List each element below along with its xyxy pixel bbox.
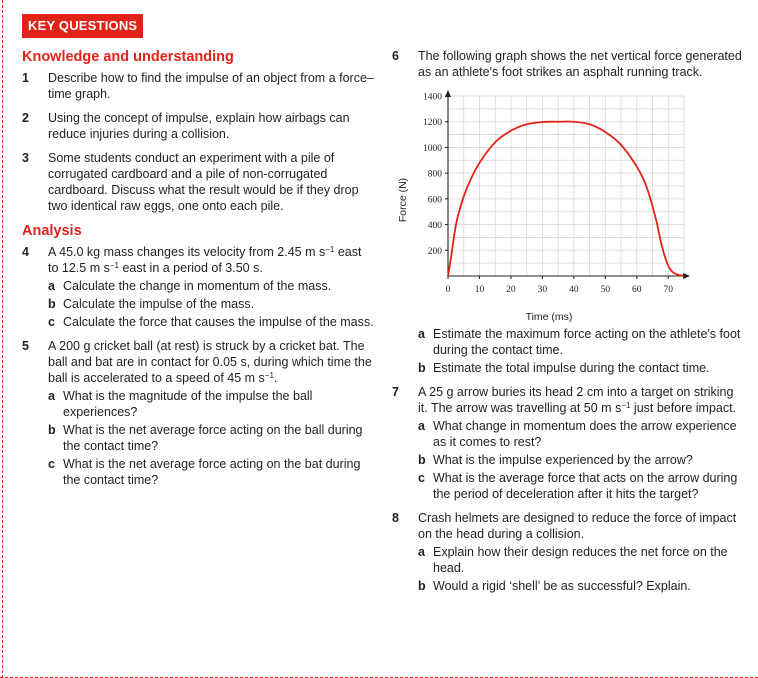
y-tick-label: 200 (427, 246, 442, 257)
question-6-parts (392, 326, 742, 376)
question-number: 8 (392, 511, 399, 525)
sub-question-text: Calculate the force that causes the impulse of the mass. (63, 315, 374, 329)
question-number: 6 (392, 49, 399, 63)
question-text: Using the concept of impulse, explain how airbags can reduce injuries during a collision. (48, 111, 350, 141)
sub-question-text: Estimate the total impulse during the contact time. (433, 361, 710, 375)
force-time-chart-svg (392, 88, 692, 324)
question-1 (22, 70, 374, 102)
sub-question-letter: a (418, 545, 425, 559)
question-8 (392, 510, 742, 594)
section-heading-knowledge: Knowledge and understanding (22, 49, 234, 65)
question-text: Describe how to find the impulse of an object from a force–time graph. (48, 71, 374, 101)
superscript: −1 (621, 401, 631, 410)
question-text: Crash helmets are designed to reduce the force of impact on the head during a collision. (418, 511, 737, 541)
sub-question-b (418, 360, 742, 376)
sub-question-letter: b (48, 297, 56, 311)
question-number: 1 (22, 71, 29, 85)
question-7 (392, 384, 742, 502)
question-text-part: east in a period of 3.50 s. (118, 261, 263, 275)
question-text: The following graph shows the net vertical force generated as an athlete's foot strikes an asphalt running track. (418, 49, 742, 79)
x-tick-label: 20 (506, 285, 516, 295)
sub-question-a (48, 388, 374, 420)
right-column (392, 48, 742, 602)
question-text-part: A 200 g cricket ball (at rest) is struck by a cricket bat. The ball and bat are in contact for 0.05 s, during which time the ball is accelerated to a speed of 45 m s (48, 339, 372, 385)
x-tick-label: 50 (600, 285, 611, 295)
x-tick-label: 30 (537, 285, 548, 295)
sub-question-text: What is the net average force acting on the ball during the contact time? (63, 423, 363, 453)
sub-question-letter: b (418, 361, 426, 375)
x-axis-arrowhead (683, 273, 690, 279)
sub-question-a (418, 544, 742, 576)
question-number: 7 (392, 385, 399, 399)
superscript: −1 (264, 371, 274, 380)
question-number: 3 (22, 151, 29, 165)
y-tick-label: 1200 (423, 118, 442, 129)
sub-question-letter: b (418, 453, 426, 467)
sub-question-letter: b (418, 579, 426, 593)
sub-question-b (418, 578, 742, 594)
sub-question-text: Calculate the change in momentum of the mass. (63, 279, 332, 293)
sub-question-text: Calculate the impulse of the mass. (63, 297, 255, 311)
sub-question-b (418, 452, 742, 468)
sub-question-text: What is the magnitude of the impulse the ball experiences? (63, 389, 313, 419)
superscript: −1 (325, 245, 335, 254)
section-heading-analysis: Analysis (22, 223, 82, 239)
y-axis-label: Force (N) (397, 177, 409, 223)
left-column (22, 48, 374, 496)
sub-question-c (48, 314, 374, 330)
sub-question-letter: c (48, 315, 55, 329)
sub-question-text: Would a rigid ‘shell’ be as successful? Explain. (433, 579, 691, 593)
sub-question-c (48, 456, 374, 488)
question-2 (22, 110, 374, 142)
question-number: 5 (22, 339, 29, 353)
y-tick-label: 400 (427, 221, 442, 232)
x-axis-label: Time (ms) (525, 311, 573, 323)
superscript: −1 (109, 261, 119, 270)
sub-question-text: Explain how their design reduces the net force on the head. (433, 545, 728, 575)
question-text-part: A 25 g arrow buries its head 2 cm into a target on striking it. The arrow was travelling at 50 m s (418, 385, 734, 415)
sub-question-letter: c (418, 471, 425, 485)
sub-question-letter: a (418, 327, 425, 341)
sub-question-letter: c (48, 457, 55, 471)
sub-question-letter: a (48, 279, 55, 293)
sub-question-a (48, 278, 374, 294)
question-text-part: east to 12.5 m s (48, 245, 362, 275)
question-text-part: . (273, 371, 278, 385)
sub-question-c (418, 470, 742, 502)
question-5 (22, 338, 374, 488)
sub-question-text: What is the net average force acting on the bat during the contact time? (63, 457, 361, 487)
question-text-part: A 45.0 kg mass changes its velocity from 2.45 m s (48, 245, 326, 259)
sub-question-letter: a (48, 389, 55, 403)
sub-question-b (48, 296, 374, 312)
question-3 (22, 150, 374, 214)
sub-question-a (418, 326, 742, 358)
question-text-part: just before impact. (630, 401, 737, 415)
x-tick-label: 60 (632, 285, 642, 295)
x-tick-label: 40 (569, 285, 579, 295)
bottom-border (0, 674, 758, 678)
y-tick-label: 800 (427, 169, 442, 180)
force-time-graph (392, 88, 692, 324)
y-tick-label: 1400 (423, 92, 442, 103)
sub-question-b (48, 422, 374, 454)
x-tick-label: 10 (474, 285, 485, 295)
question-6 (392, 48, 742, 80)
sub-question-text: What is the average force that acts on the arrow during the period of deceleration after it hits the target? (433, 471, 738, 501)
question-text: Some students conduct an experiment with a pile of corrugated cardboard and a pile of non-corrugated cardboard. Discuss what the result would be if they drop two identical raw eggs, one onto each pile. (48, 151, 359, 213)
sub-question-a (418, 418, 742, 450)
x-tick-label: 70 (663, 285, 674, 295)
question-4 (22, 244, 374, 330)
question-number: 2 (22, 111, 29, 125)
x-tick-label: 0 (445, 285, 451, 295)
sub-question-letter: a (418, 419, 425, 433)
sub-question-text: Estimate the maximum force acting on the athlete's foot during the contact time. (433, 327, 741, 357)
sub-question-letter: b (48, 423, 56, 437)
sub-question-text: What change in momentum does the arrow experience as it comes to rest? (433, 419, 737, 449)
page-border (2, 0, 3, 678)
y-tick-label: 1000 (423, 143, 442, 154)
sub-question-text: What is the impulse experienced by the arrow? (433, 453, 693, 467)
key-questions-badge: KEY QUESTIONS (22, 14, 143, 38)
y-tick-label: 600 (427, 195, 442, 206)
question-number: 4 (22, 245, 29, 259)
